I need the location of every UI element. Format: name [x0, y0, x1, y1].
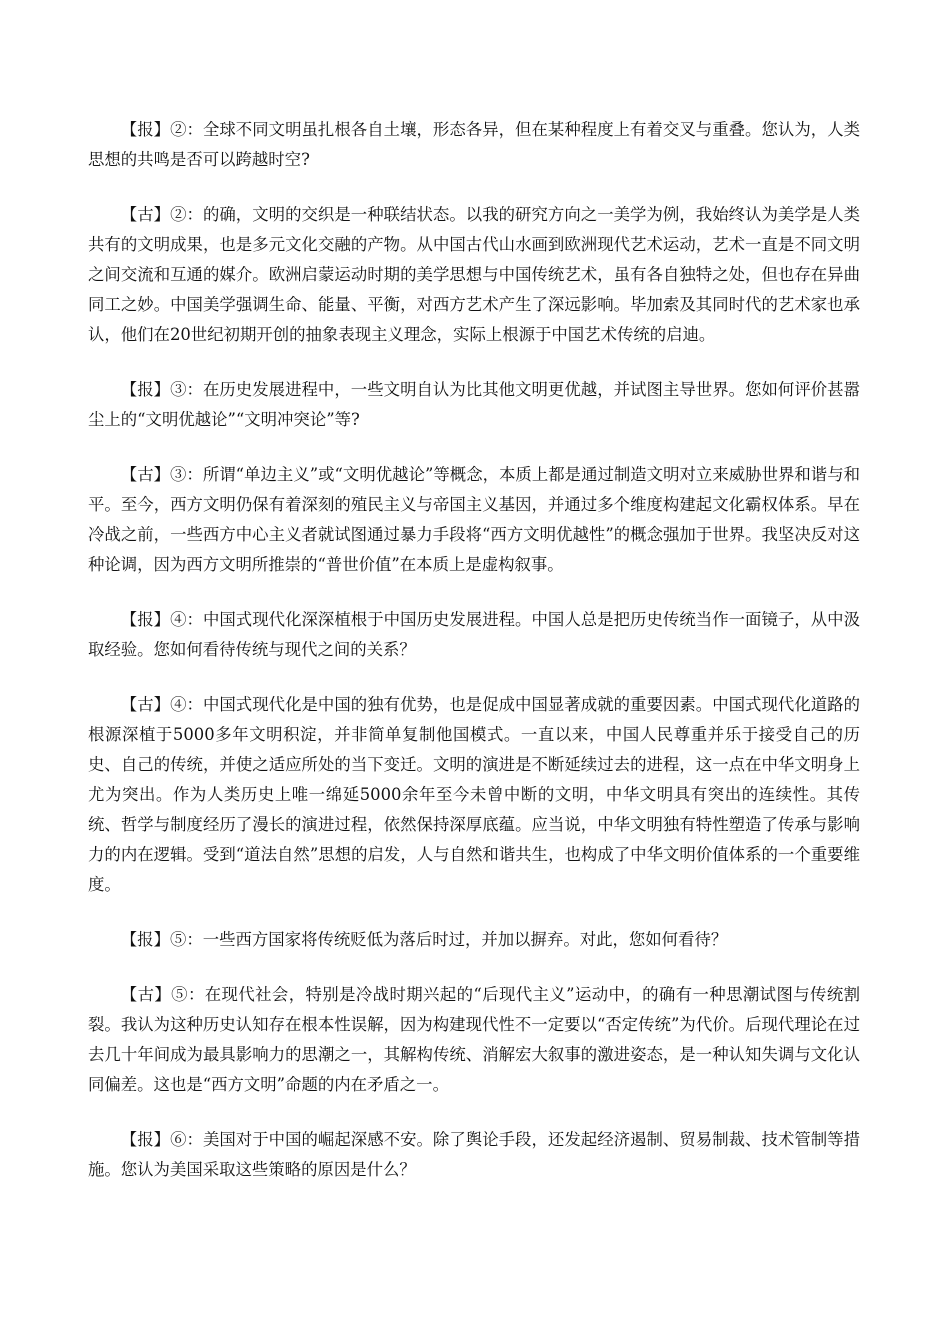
- interview-paragraph: [88, 1125, 860, 1185]
- paragraph-text: 的确，文明的交织是一种联结状态。以我的研究方向之一美学为例，我始终认为美学是人类共有的文明成果，也是多元文化交融的产物。从中国古代山水画到欧洲现代艺术运动，艺术一直是不同文明之间交流和互通的媒介。欧洲启蒙运动时期的美学思想与中国传统艺术，虽有各自独特之处，但也存在异曲同工之妙。中国美学强调生命、能量、平衡，对西方艺术产生了深远影响。毕加索及其同时代的艺术家也承认，他们在20世纪初期开创的抽象表现主义理念，实际上根源于中国艺术传统的启迪。: [88, 205, 861, 344]
- interview-paragraph: [88, 115, 860, 175]
- paragraph-text: 中国式现代化是中国的独有优势，也是促成中国显著成就的重要因素。中国式现代化道路的根源深植于5000多年文明积淀，并非简单复制他国模式。一直以来，中国人民尊重并乐于接受自己的历史、自己的传统，并使之适应所处的当下变迁。文明的演进是不断延续过去的进程，这一点在中华文明身上尤为突出。作为人类历史上唯一绵延5000余年至今未曾中断的文明，中华文明具有突出的连续性。其传统、哲学与制度经历了漫长的演进过程，依然保持深厚底蕴。应当说，中华文明独有特性塑造了传承与影响力的内在逻辑。受到“道法自然”思想的启发，人与自然和谐共生，也构成了中华文明价值体系的一个重要维度。: [88, 695, 861, 894]
- interview-paragraph: [88, 375, 860, 435]
- interview-paragraph: [88, 200, 860, 350]
- speaker-label: 【古】③：: [120, 465, 203, 484]
- speaker-label: 【古】④：: [120, 695, 203, 714]
- speaker-label: 【报】④：: [120, 610, 203, 629]
- interview-paragraph: [88, 980, 860, 1100]
- interview-paragraph: [88, 925, 860, 955]
- interview-paragraph: [88, 690, 860, 900]
- speaker-label: 【报】③：: [120, 380, 203, 399]
- document-page: [88, 115, 860, 1210]
- interview-paragraph: [88, 605, 860, 665]
- paragraph-text: 所谓“单边主义”或“文明优越论”等概念，本质上都是通过制造文明对立来威胁世界和谐与和平。至今，西方文明仍保有着深刻的殖民主义与帝国主义基因，并通过多个维度构建起文化霸权体系。早在冷战之前，一些西方中心主义者就试图通过暴力手段将“西方文明优越性”的概念强加于世界。我坚决反对这种论调，因为西方文明所推崇的“普世价值”在本质上是虚构叙事。: [88, 465, 861, 574]
- paragraph-text: 一些西方国家将传统贬低为落后时过，并加以摒弃。对此，您如何看待？: [202, 930, 728, 949]
- speaker-label: 【古】⑤：: [120, 985, 205, 1004]
- paragraph-text: 全球不同文明虽扎根各自土壤，形态各异，但在某种程度上有着交叉与重叠。您认为，人类思想的共鸣是否可以跨越时空?: [88, 120, 861, 169]
- speaker-label: 【报】⑤：: [120, 930, 203, 949]
- interview-paragraph: [88, 460, 860, 580]
- paragraph-text: 在历史发展进程中，一些文明自认为比其他文明更优越，并试图主导世界。您如何评价甚嚣尘上的“文明优越论”“文明冲突论”等?: [88, 380, 861, 429]
- paragraph-text: 中国式现代化深深植根于中国历史发展进程。中国人总是把历史传统当作一面镜子，从中汲取经验。您如何看待传统与现代之间的关系？: [88, 610, 861, 659]
- paragraph-text: 在现代社会，特别是冷战时期兴起的“后现代主义”运动中，的确有一种思潮试图与传统割裂。我认为这种历史认知存在根本性误解，因为构建现代性不一定要以“否定传统”为代价。后现代理论在过去几十年间成为最具影响力的思潮之一，其解构传统、消解宏大叙事的激进姿态，是一种认知失调与文化认同偏差。这也是“西方文明”命题的内在矛盾之一。: [88, 985, 861, 1094]
- speaker-label: 【报】⑥：: [120, 1130, 203, 1149]
- paragraph-text: 美国对于中国的崛起深感不安。除了舆论手段，还发起经济遏制、贸易制裁、技术管制等措施。您认为美国采取这些策略的原因是什么？: [88, 1130, 861, 1179]
- speaker-label: 【报】②：: [120, 120, 203, 139]
- speaker-label: 【古】②：: [120, 205, 203, 224]
